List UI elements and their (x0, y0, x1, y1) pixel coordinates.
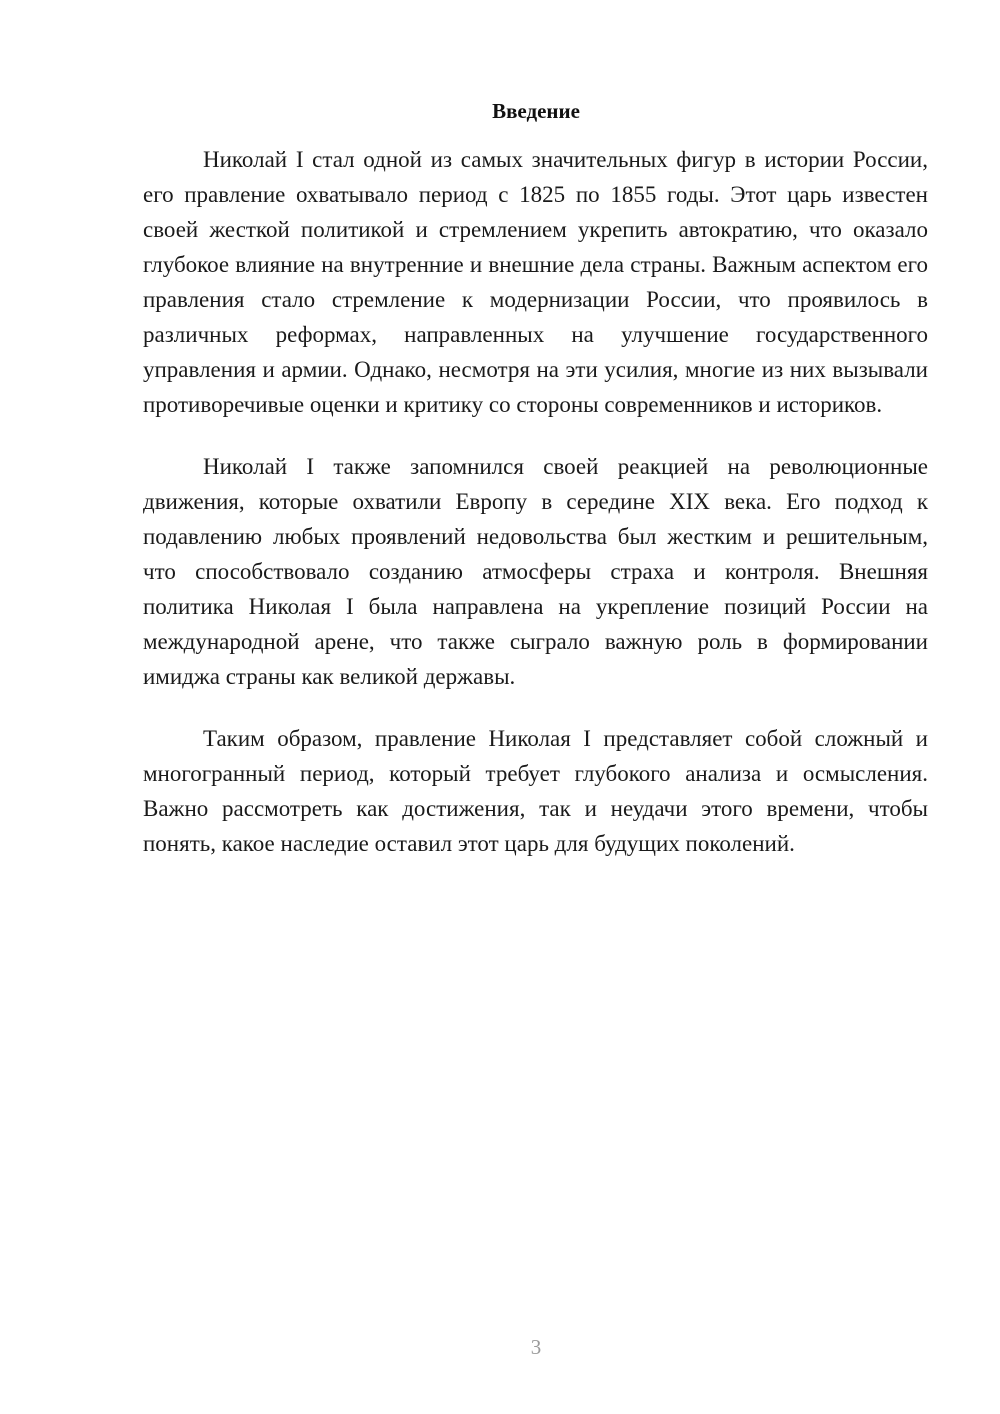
paragraph-1: Николай I стал одной из самых значительных фигур в истории России, его правление охватывало период с 1825 по 1855 годы. Этот царь известен своей жесткой политикой и стремлением укрепить автократию, что оказало глубокое влияние на внутренние и внешние дела страны. Важным аспектом его правления стало стремление к модернизации России, что проявилось в различных реформах, направленных на улучшение государственного управления и армии. Однако, несмотря на эти усилия, многие из них вызывали противоречивые оценки и критику со стороны современников и историков. (143, 147, 928, 417)
paragraph-2: Николай I также запомнился своей реакцией на революционные движения, которые охватили Европу в середине XIX века. Его подход к подавлению любых проявлений недовольства был жестким и решительным, что способствовало созданию атмосферы страха и контроля. Внешняя политика Николая I была направлена на укрепление позиций России на международной арене, что также сыграло важную роль в формировании имиджа страны как великой державы. (143, 454, 928, 689)
paragraph-3: Таким образом, правление Николая I представляет собой сложный и многогранный период, который требует глубокого анализа и осмысления. Важно рассмотреть как достижения, так и неудачи этого времени, чтобы понять, какое наследие оставил этот царь для будущих поколений. (143, 726, 928, 856)
body-text (143, 142, 928, 888)
page-number: 3 (530, 1335, 542, 1359)
section-heading: Введение (492, 99, 580, 123)
